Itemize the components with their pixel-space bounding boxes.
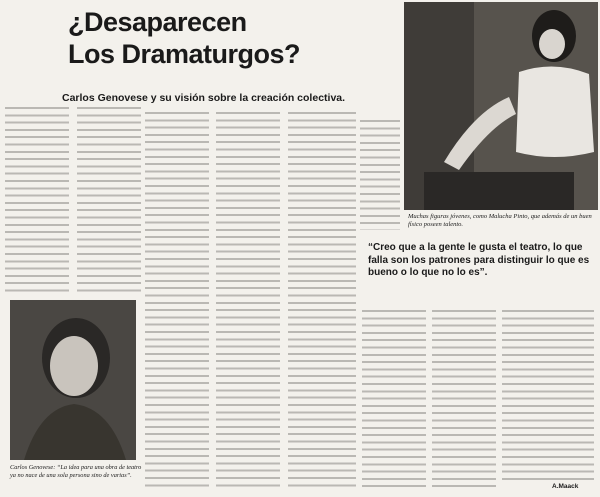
photo-top-caption: Muchas figuras jóvenes, como Malucha Pinto, que además de un buen físico poseen talento.: [408, 213, 592, 228]
headline: [68, 6, 368, 70]
body-column-8: [432, 310, 496, 490]
deck: Carlos Genovese y su visión sobre la creación colectiva.: [62, 92, 346, 104]
body-column-4: [216, 112, 280, 490]
photo-bottom-caption: Carlos Genovese: “La idea para una obra de teatro ya no nace de una sola persona sino de varias”.: [10, 464, 142, 479]
body-column-5: [288, 112, 356, 490]
photo-top-image: [404, 2, 598, 210]
photo-bottom: [10, 300, 136, 460]
body-column-2: [77, 107, 141, 295]
headline-line-2: Los Dramaturgos?: [68, 39, 301, 69]
photo-bottom-image: [10, 300, 136, 460]
headline-line-1: ¿Desaparecen: [68, 7, 247, 37]
body-column-7: [362, 310, 426, 490]
body-column-1: [5, 107, 69, 295]
photo-top: [404, 2, 598, 210]
author-signature: A.Maack: [552, 483, 579, 490]
body-column-9: [502, 310, 594, 480]
body-column-3: [145, 112, 209, 490]
pull-quote: “Creo que a la gente le gusta el teatro, lo que falla son los patrones para distinguir lo que es bueno o lo que no lo es”.: [368, 242, 590, 278]
body-column-6: [360, 120, 400, 230]
